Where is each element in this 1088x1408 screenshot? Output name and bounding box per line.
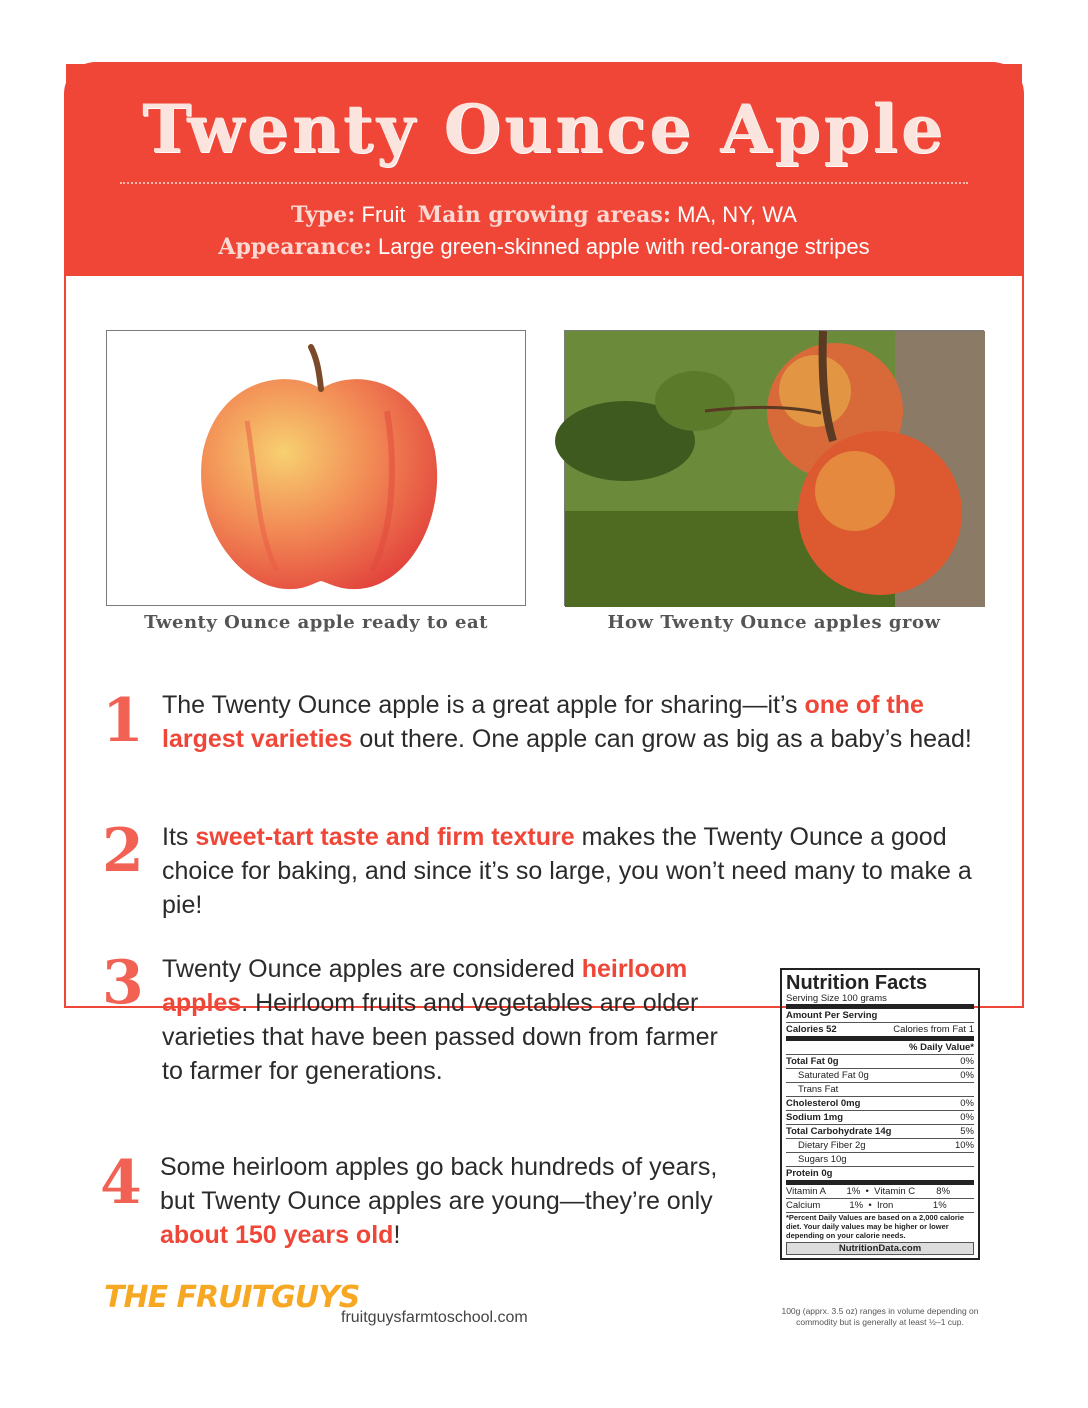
fact-2-text-a: Its (162, 823, 196, 851)
fact-4-text-a: Some heirloom apples go back hundreds of years, but Twenty Ounce apples are young—they’re only (160, 1153, 718, 1215)
calories-row: Calories 52 Calories from Fat 1 (786, 1024, 974, 1035)
fact-4-highlight: about 150 years old (160, 1221, 394, 1249)
nutrition-title: Nutrition Facts (786, 972, 928, 994)
type-value: Fruit (361, 202, 406, 227)
fact-1-highlight: one of the largest varieties (162, 691, 924, 753)
nutrient-row: Total Fat 0g 0% (786, 1056, 974, 1067)
nutrient-row: Dietary Fiber 2g 10% (786, 1138, 974, 1152)
fact-3-text-a: Twenty Ounce apples are considered (162, 955, 582, 983)
fact-number-1: 1 (102, 686, 144, 756)
appearance-label: Appearance: (218, 234, 372, 260)
serving-size: Serving Size 100 grams (786, 993, 887, 1004)
type-and-areas (66, 202, 1022, 228)
nutrient-row: Sugars 10g (786, 1152, 974, 1166)
fact-1 (162, 688, 994, 756)
page-title: Twenty Ounce Apple (142, 90, 946, 168)
tree-photo (564, 330, 984, 606)
vitamin-row-1: Vitamin A 1% • Vitamin C 8% (786, 1180, 974, 1198)
website-link[interactable]: fruitguysfarmtoschool.com (341, 1309, 528, 1326)
dotted-divider (120, 182, 968, 184)
appearance (66, 234, 1022, 260)
nutrient-rows (786, 1054, 974, 1180)
fact-number-2: 2 (102, 816, 144, 886)
type-label: Type: (291, 202, 356, 228)
nutrient-row: Protein 0g (786, 1166, 974, 1180)
fact-4 (160, 1150, 730, 1252)
fact-2 (162, 820, 994, 922)
tree-photo-caption: How Twenty Ounce apples grow (607, 612, 941, 633)
areas-label: Main growing areas: (417, 202, 671, 228)
nutrient-row: Cholesterol 0mg 0% (786, 1098, 974, 1109)
fact-3-highlight: heirloom apples (162, 955, 688, 1017)
daily-value-footnote: *Percent Daily Values are based on a 2,000 calorie diet. Your daily values may be higher or lower depending on your calorie needs. (786, 1212, 974, 1240)
appearance-value: Large green-skinned apple with red-orange stripes (377, 234, 870, 259)
apple-photo (106, 330, 526, 606)
fact-number-3: 3 (102, 948, 144, 1018)
nutrition-source: NutritionData.com (786, 1242, 974, 1255)
serving-note: 100g (apprx. 3.5 oz) ranges in volume depending on commodity but is generally at least ½–1 cup. (781, 1306, 979, 1327)
fact-1-text-a: The Twenty Ounce apple is a great apple for sharing—it’s (162, 691, 805, 719)
areas-value: MA, NY, WA (677, 202, 797, 227)
nutrient-row: Total Carbohydrate 14g 5% (786, 1126, 974, 1137)
fact-3-text-b: . Heirloom fruits and vegetables are older varieties that have been passed down from farmer to farmer for generations. (162, 989, 718, 1085)
header-banner (66, 64, 1022, 276)
nutrient-row: Sodium 1mg 0% (786, 1112, 974, 1123)
fact-4-text-b: ! (393, 1221, 401, 1249)
apple-illustration (107, 331, 527, 607)
nutrient-row: Trans Fat (786, 1082, 974, 1096)
fact-number-4: 4 (100, 1148, 142, 1218)
fact-2-text-b: makes the Twenty Ounce a good choice for baking, and since it’s so large, you won’t need many to make a pie! (162, 823, 972, 919)
vitamin-row-2: Calcium 1% • Iron 1% (786, 1198, 974, 1212)
fruitguys-logo: THE FRUITGUYS (104, 1280, 360, 1315)
fact-3 (162, 952, 742, 1088)
nutrition-facts-label (780, 968, 980, 1260)
fact-1-text-b: out there. One apple can grow as big as a baby’s head! (352, 725, 972, 753)
tree-illustration (565, 331, 985, 607)
nutrient-row: Saturated Fat 0g 0% (786, 1068, 974, 1082)
fact-2-highlight: sweet-tart taste and firm texture (195, 823, 575, 851)
daily-value-header: % Daily Value* (786, 1036, 974, 1054)
apple-photo-caption: Twenty Ounce apple ready to eat (144, 612, 488, 633)
amount-per-serving: Amount Per Serving (786, 1004, 974, 1022)
